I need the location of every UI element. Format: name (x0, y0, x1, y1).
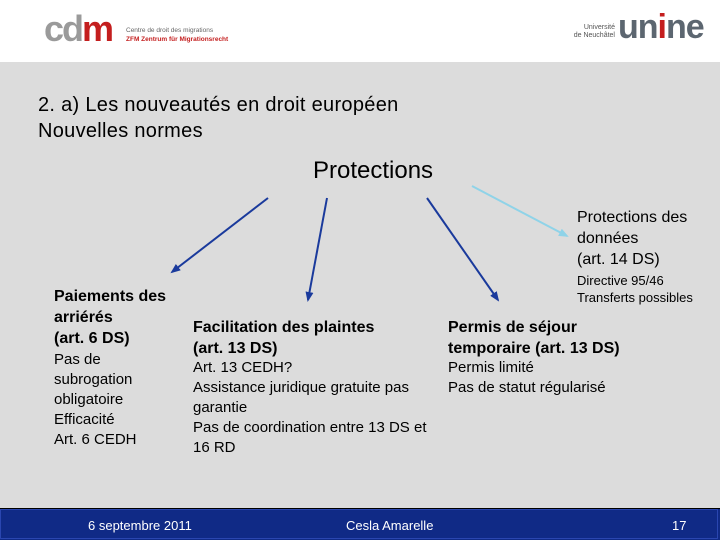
protection-data-heading: Protections des données (art. 14 DS) (577, 209, 688, 268)
footer-bar (0, 508, 720, 540)
arrow-to-protection-data (472, 186, 567, 236)
slide-title: 2. a) Les nouveautés en droit européen Nouvelles normes (38, 94, 399, 142)
cdm-logo: cdm Centre de droit des migrations ZFM Zentrum für Migrationsrecht (44, 8, 229, 49)
cdm-logo-line1: Centre de droit des migrations (126, 27, 214, 34)
arrow-to-paiements (172, 198, 268, 272)
unine-logo: Université de Neuchâtel unine (573, 8, 704, 46)
footer-author: Cesla Amarelle (346, 518, 434, 533)
protection-data-details: Directive 95/46 Transferts possibles (577, 273, 693, 305)
arrow-to-facilitation (308, 198, 327, 300)
cdm-logo-line2: ZFM Zentrum für Migrationsrecht (126, 36, 229, 43)
facilitation-heading: Facilitation des plaintes (art. 13 DS) (193, 319, 375, 357)
footer-date: 6 septembre 2011 (88, 518, 192, 533)
slide-content (0, 62, 720, 508)
paiements-details: Pas de subrogation obligatoire Efficacité Art. 6 CEDH (54, 351, 137, 448)
main-heading: Protections (313, 157, 434, 184)
arrow-to-permis (427, 198, 498, 300)
footer-page-number: 17 (672, 518, 687, 533)
paiements-heading: Paiements des arriérés (art. 6 DS) (54, 288, 167, 347)
facilitation-details: Art. 13 CEDH? Assistance juridique gratuite pas garantie Pas de coordination entre 13 DS et 16 RD (193, 359, 427, 456)
permis-heading: Permis de séjour temporaire (art. 13 DS) (448, 319, 620, 357)
permis-details: Permis limité Pas de statut régularisé (448, 359, 606, 396)
header (0, 0, 720, 62)
